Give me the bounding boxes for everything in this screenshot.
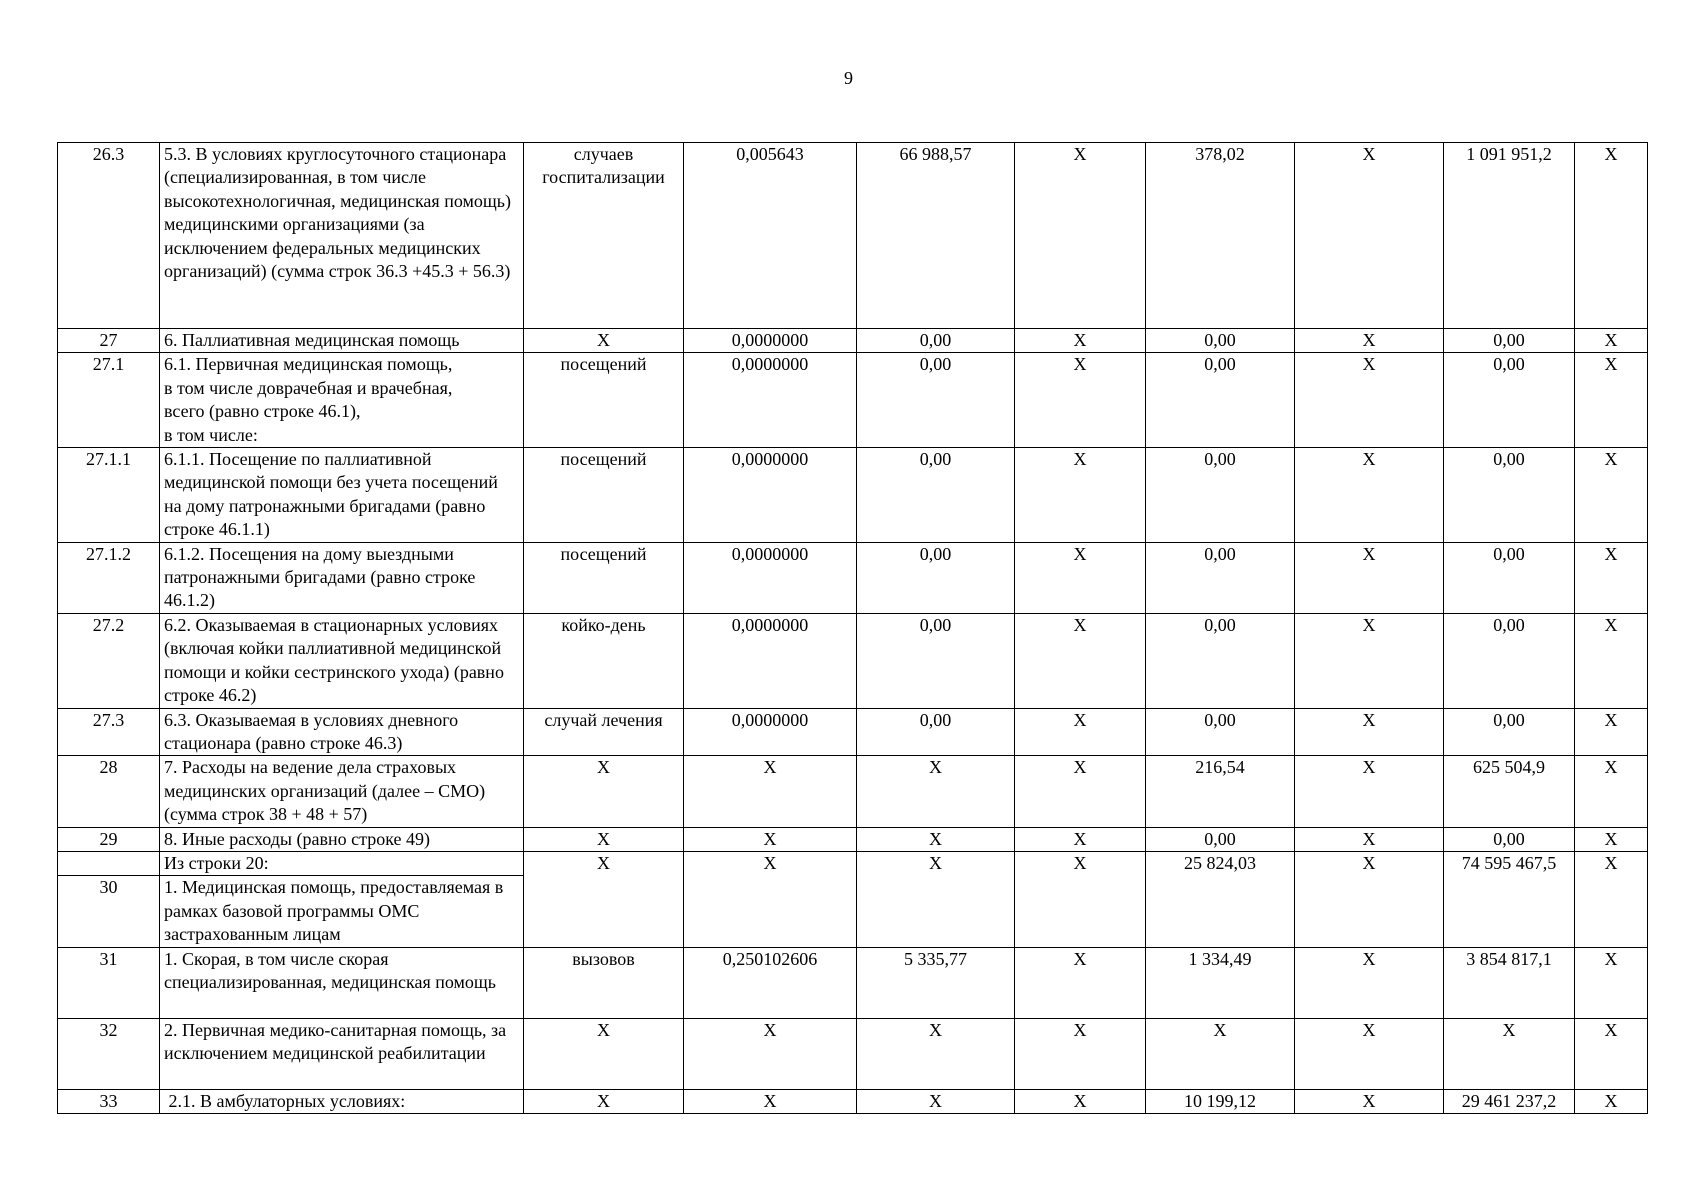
table-row bbox=[58, 851, 1648, 875]
value-cell: 625 504,9 bbox=[1444, 756, 1575, 827]
value-cell: 0,00 bbox=[1146, 827, 1295, 851]
value-cell: 0,250102606 bbox=[684, 947, 857, 1018]
value-cell: 0,00 bbox=[857, 448, 1015, 543]
value-cell: Х bbox=[857, 827, 1015, 851]
value-cell: Х bbox=[1295, 143, 1444, 329]
value-cell: Х bbox=[1146, 1018, 1295, 1089]
row-name: 1. Скорая, в том числе скорая специализированная, медицинская помощь bbox=[160, 947, 524, 1018]
value-cell: 1 091 951,2 bbox=[1444, 143, 1575, 329]
unit-cell: Х bbox=[524, 1089, 684, 1113]
value-cell: Х bbox=[684, 756, 857, 827]
value-cell: Х bbox=[1015, 329, 1146, 353]
unit-cell: Х bbox=[524, 827, 684, 851]
value-cell: Х bbox=[857, 1018, 1015, 1089]
value-cell: 1 334,49 bbox=[1146, 947, 1295, 1018]
value-cell: Х bbox=[1295, 827, 1444, 851]
value-cell: Х bbox=[1015, 353, 1146, 448]
data-table bbox=[57, 142, 1648, 1114]
value-cell: 0,0000000 bbox=[684, 353, 857, 448]
value-cell: Х bbox=[1575, 448, 1648, 543]
value-cell: 0,00 bbox=[1444, 827, 1575, 851]
row-number: 32 bbox=[58, 1018, 160, 1089]
value-cell: Х bbox=[1575, 851, 1648, 947]
row-name: 5.3. В условиях круглосуточного стационара (специализированная, в том числе высокотехнологичная, медицинская помощь) медицинскими организациями (за исключением федеральных медицинских организаций) (сумма строк 36.3 +45.3 + 56.3) bbox=[160, 143, 524, 329]
row-number: 26.3 bbox=[58, 143, 160, 329]
row-number: 28 bbox=[58, 756, 160, 827]
value-cell: 0,00 bbox=[1444, 542, 1575, 613]
row-number: 27.1.2 bbox=[58, 542, 160, 613]
value-cell: 0,00 bbox=[1146, 329, 1295, 353]
unit-cell: случай лечения bbox=[524, 708, 684, 756]
unit-cell: посещений bbox=[524, 542, 684, 613]
table-row bbox=[58, 542, 1648, 613]
unit-cell: посещений bbox=[524, 448, 684, 543]
value-cell: Х bbox=[1575, 353, 1648, 448]
value-cell: Х bbox=[684, 827, 857, 851]
value-cell: 74 595 467,5 bbox=[1444, 851, 1575, 947]
value-cell: Х bbox=[1575, 329, 1648, 353]
value-cell: Х bbox=[1015, 1089, 1146, 1113]
value-cell: Х bbox=[1444, 1018, 1575, 1089]
table-row bbox=[58, 756, 1648, 827]
value-cell: Х bbox=[1575, 542, 1648, 613]
value-cell: Х bbox=[1575, 756, 1648, 827]
value-cell: 3 854 817,1 bbox=[1444, 947, 1575, 1018]
value-cell: Х bbox=[684, 1089, 857, 1113]
row-name: 6.2. Оказываемая в стационарных условиях (включая койки паллиативной медицинской помощи и койки сестринского ухода) (равно строке 46.2) bbox=[160, 613, 524, 708]
value-cell: 0,00 bbox=[857, 329, 1015, 353]
value-cell: Х bbox=[1015, 613, 1146, 708]
value-cell: Х bbox=[1295, 1018, 1444, 1089]
table-row bbox=[58, 613, 1648, 708]
value-cell: Х bbox=[1295, 329, 1444, 353]
row-number bbox=[58, 851, 160, 875]
value-cell: 25 824,03 bbox=[1146, 851, 1295, 947]
table-row bbox=[58, 827, 1648, 851]
table-row bbox=[58, 708, 1648, 756]
value-cell: 66 988,57 bbox=[857, 143, 1015, 329]
value-cell: Х bbox=[1015, 851, 1146, 947]
row-number: 29 bbox=[58, 827, 160, 851]
table-row bbox=[58, 143, 1648, 329]
value-cell: 0,00 bbox=[1146, 448, 1295, 543]
table-row bbox=[58, 947, 1648, 1018]
value-cell: Х bbox=[1015, 756, 1146, 827]
value-cell: 0,00 bbox=[857, 613, 1015, 708]
value-cell: Х bbox=[1015, 947, 1146, 1018]
table-body bbox=[58, 143, 1648, 1114]
row-number: 27.2 bbox=[58, 613, 160, 708]
value-cell: Х bbox=[1295, 613, 1444, 708]
value-cell: Х bbox=[1575, 1089, 1648, 1113]
row-name: 2.1. В амбулаторных условиях: bbox=[160, 1089, 524, 1113]
value-cell: 378,02 bbox=[1146, 143, 1295, 329]
value-cell: Х bbox=[1015, 1018, 1146, 1089]
value-cell: 0,0000000 bbox=[684, 448, 857, 543]
value-cell: 0,00 bbox=[1444, 448, 1575, 543]
row-number: 27.1 bbox=[58, 353, 160, 448]
row-name: 7. Расходы на ведение дела страховых медицинских организаций (далее – СМО) (сумма строк 38 + 48 + 57) bbox=[160, 756, 524, 827]
row-name: 6.1. Первичная медицинская помощь, в том числе доврачебная и врачебная, всего (равно строке 46.1), в том числе: bbox=[160, 353, 524, 448]
table-row bbox=[58, 1089, 1648, 1113]
value-cell: 10 199,12 bbox=[1146, 1089, 1295, 1113]
value-cell: 0,00 bbox=[1444, 613, 1575, 708]
row-name: 6.1.2. Посещения на дому выездными патронажными бригадами (равно строке 46.1.2) bbox=[160, 542, 524, 613]
value-cell: Х bbox=[1015, 143, 1146, 329]
value-cell: Х bbox=[1575, 708, 1648, 756]
row-name: 1. Медицинская помощь, предоставляемая в рамках базовой программы ОМС застрахованным лицам bbox=[160, 876, 524, 947]
value-cell: 0,005643 bbox=[684, 143, 857, 329]
row-number: 27.1.1 bbox=[58, 448, 160, 543]
value-cell: Х bbox=[857, 1089, 1015, 1113]
value-cell: 0,00 bbox=[1444, 329, 1575, 353]
value-cell: Х bbox=[684, 851, 857, 947]
unit-cell: случаев госпитализации bbox=[524, 143, 684, 329]
unit-cell: посещений bbox=[524, 353, 684, 448]
row-number: 27 bbox=[58, 329, 160, 353]
value-cell: Х bbox=[1015, 448, 1146, 543]
table-row bbox=[58, 1018, 1648, 1089]
value-cell: 0,00 bbox=[1444, 708, 1575, 756]
row-name: 6.3. Оказываемая в условиях дневного стационара (равно строке 46.3) bbox=[160, 708, 524, 756]
value-cell: 0,00 bbox=[1146, 353, 1295, 448]
value-cell: 29 461 237,2 bbox=[1444, 1089, 1575, 1113]
value-cell: 0,00 bbox=[857, 708, 1015, 756]
value-cell: Х bbox=[1575, 613, 1648, 708]
row-name: 2. Первичная медико-санитарная помощь, за исключением медицинской реабилитации bbox=[160, 1018, 524, 1089]
value-cell: 0,0000000 bbox=[684, 708, 857, 756]
value-cell: Х bbox=[1295, 851, 1444, 947]
table-row bbox=[58, 448, 1648, 543]
value-cell: Х bbox=[1295, 353, 1444, 448]
value-cell: 0,00 bbox=[1146, 708, 1295, 756]
unit-cell: вызовов bbox=[524, 947, 684, 1018]
value-cell: 0,0000000 bbox=[684, 542, 857, 613]
value-cell: Х bbox=[1295, 708, 1444, 756]
value-cell: Х bbox=[1295, 756, 1444, 827]
value-cell: Х bbox=[1015, 542, 1146, 613]
row-number: 31 bbox=[58, 947, 160, 1018]
value-cell: Х bbox=[1575, 947, 1648, 1018]
value-cell: 216,54 bbox=[1146, 756, 1295, 827]
value-cell: Х bbox=[1295, 947, 1444, 1018]
unit-cell: Х bbox=[524, 329, 684, 353]
row-name: 6.1.1. Посещение по паллиативной медицинской помощи без учета посещений на дому патронажными бригадами (равно строке 46.1.1) bbox=[160, 448, 524, 543]
value-cell: 0,0000000 bbox=[684, 613, 857, 708]
value-cell: Х bbox=[1575, 143, 1648, 329]
row-name: Из строки 20: bbox=[160, 851, 524, 875]
table-row bbox=[58, 353, 1648, 448]
value-cell: 0,00 bbox=[857, 542, 1015, 613]
value-cell: Х bbox=[1015, 827, 1146, 851]
value-cell: Х bbox=[857, 851, 1015, 947]
unit-cell: койко-день bbox=[524, 613, 684, 708]
value-cell: Х bbox=[1575, 827, 1648, 851]
row-number: 30 bbox=[58, 876, 160, 947]
value-cell: Х bbox=[684, 1018, 857, 1089]
row-name: 8. Иные расходы (равно строке 49) bbox=[160, 827, 524, 851]
value-cell: 0,0000000 bbox=[684, 329, 857, 353]
value-cell: Х bbox=[1575, 1018, 1648, 1089]
value-cell: 0,00 bbox=[857, 353, 1015, 448]
unit-cell: Х bbox=[524, 756, 684, 827]
value-cell: Х bbox=[857, 756, 1015, 827]
value-cell: 0,00 bbox=[1146, 542, 1295, 613]
value-cell: 0,00 bbox=[1444, 353, 1575, 448]
row-number: 27.3 bbox=[58, 708, 160, 756]
page-number: 9 bbox=[844, 68, 853, 88]
value-cell: Х bbox=[1295, 542, 1444, 613]
value-cell: Х bbox=[1015, 708, 1146, 756]
value-cell: 5 335,77 bbox=[857, 947, 1015, 1018]
row-number: 33 bbox=[58, 1089, 160, 1113]
unit-cell: Х bbox=[524, 851, 684, 947]
value-cell: Х bbox=[1295, 448, 1444, 543]
value-cell: Х bbox=[1295, 1089, 1444, 1113]
value-cell: 0,00 bbox=[1146, 613, 1295, 708]
unit-cell: Х bbox=[524, 1018, 684, 1089]
row-name: 6. Паллиативная медицинская помощь bbox=[160, 329, 524, 353]
table-row bbox=[58, 329, 1648, 353]
